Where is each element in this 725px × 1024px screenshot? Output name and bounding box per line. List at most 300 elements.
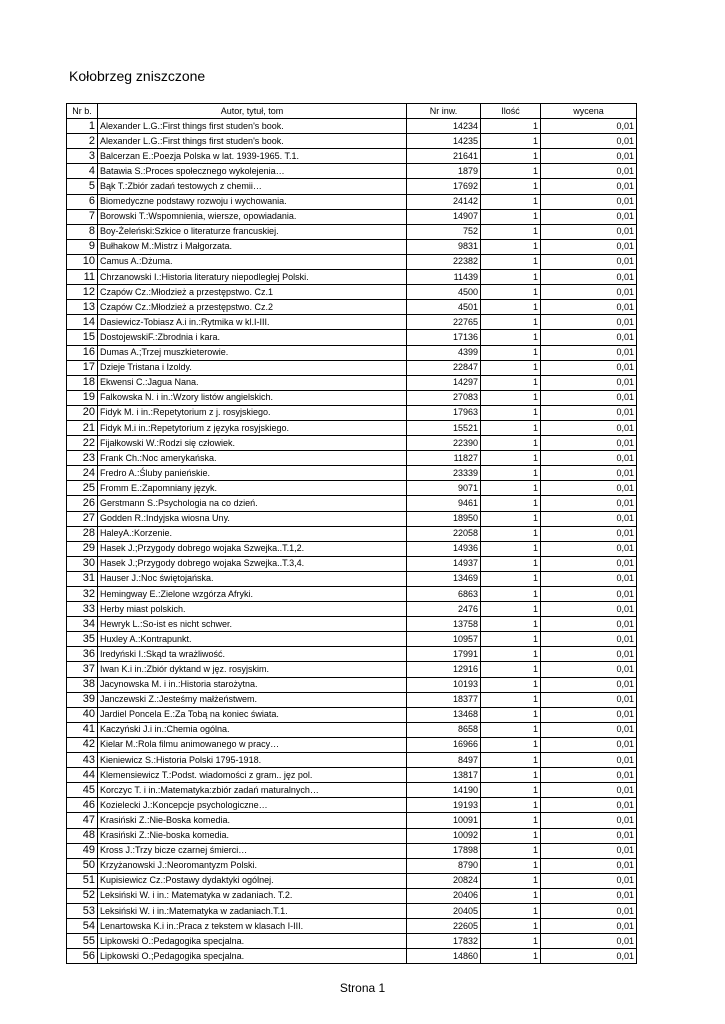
cell-value: 0,01 [541, 300, 637, 315]
cell-title: Janczewski Z.:Jesteśmy małżeństwem. [98, 692, 407, 707]
cell-inventory: 12916 [407, 662, 481, 677]
cell-title: Krzyżanowski J.:Neoromantyzm Polski. [98, 858, 407, 873]
table-row [67, 345, 637, 360]
cell-value: 0,01 [541, 451, 637, 466]
table-row [67, 511, 637, 526]
cell-title: Alexander L.G.:First things first studen's book. [98, 134, 407, 149]
cell-inventory: 4500 [407, 285, 481, 300]
cell-title: Herby miast polskich. [98, 602, 407, 617]
cell-inventory: 23339 [407, 466, 481, 481]
table-row [67, 420, 637, 435]
table-row [67, 481, 637, 496]
table-row [67, 330, 637, 345]
cell-quantity: 1 [481, 466, 541, 481]
cell-value: 0,01 [541, 632, 637, 647]
cell-quantity: 1 [481, 390, 541, 405]
cell-title: Kozielecki J.:Koncepcje psychologiczne… [98, 798, 407, 813]
cell-nr: 32 [67, 587, 98, 602]
table-row [67, 390, 637, 405]
cell-nr: 37 [67, 662, 98, 677]
cell-title: Kupisiewicz Cz.:Postawy dydaktyki ogólnej. [98, 873, 407, 888]
table-row [67, 919, 637, 934]
cell-title: Kieniewicz S.:Historia Polski 1795-1918. [98, 753, 407, 768]
cell-quantity: 1 [481, 119, 541, 134]
cell-title: Kaczyński J.i in.:Chemia ogólna. [98, 722, 407, 737]
cell-nr: 30 [67, 556, 98, 571]
cell-quantity: 1 [481, 254, 541, 269]
cell-title: Klemensiewicz T.:Podst. wiadomości z gram.. jęz pol. [98, 768, 407, 783]
cell-value: 0,01 [541, 571, 637, 586]
cell-value: 0,01 [541, 722, 637, 737]
cell-title: Iwan K.i in.:Zbiór dyktand w jęz. rosyjskim. [98, 662, 407, 677]
cell-nr: 44 [67, 768, 98, 783]
cell-nr: 42 [67, 737, 98, 752]
cell-inventory: 17692 [407, 179, 481, 194]
cell-title: Jacynowska M. i in.:Historia starożytna. [98, 677, 407, 692]
table-row [67, 134, 637, 149]
cell-nr: 5 [67, 179, 98, 194]
cell-quantity: 1 [481, 556, 541, 571]
cell-title: Hauser J.:Noc świętojańska. [98, 571, 407, 586]
page-footer: Strona 1 [339, 981, 386, 995]
cell-value: 0,01 [541, 496, 637, 511]
cell-nr: 50 [67, 858, 98, 873]
cell-nr: 13 [67, 300, 98, 315]
cell-inventory: 14936 [407, 541, 481, 556]
table-header-row [67, 104, 637, 119]
cell-nr: 2 [67, 134, 98, 149]
cell-nr: 48 [67, 828, 98, 843]
cell-quantity: 1 [481, 179, 541, 194]
cell-value: 0,01 [541, 768, 637, 783]
cell-value: 0,01 [541, 179, 637, 194]
table-row [67, 632, 637, 647]
cell-title: Bułhakow M.:Mistrz i Małgorzata. [98, 239, 407, 254]
cell-value: 0,01 [541, 647, 637, 662]
cell-inventory: 22765 [407, 315, 481, 330]
cell-title: Fijałkowski W.:Rodzi się człowiek. [98, 436, 407, 451]
cell-quantity: 1 [481, 330, 541, 345]
cell-nr: 55 [67, 934, 98, 949]
cell-title: Dzieje Tristana i Izoldy. [98, 360, 407, 375]
cell-title: Fidyk M.i in.:Repetytorium z języka rosyjskiego. [98, 420, 407, 435]
cell-inventory: 14235 [407, 134, 481, 149]
cell-inventory: 20406 [407, 888, 481, 903]
cell-inventory: 27083 [407, 390, 481, 405]
cell-quantity: 1 [481, 753, 541, 768]
cell-quantity: 1 [481, 360, 541, 375]
cell-nr: 41 [67, 722, 98, 737]
cell-inventory: 2476 [407, 602, 481, 617]
cell-quantity: 1 [481, 315, 541, 330]
cell-nr: 16 [67, 345, 98, 360]
cell-inventory: 22390 [407, 436, 481, 451]
cell-inventory: 24142 [407, 194, 481, 209]
cell-nr: 46 [67, 798, 98, 813]
cell-value: 0,01 [541, 254, 637, 269]
cell-title: Frank Ch.:Noc amerykańska. [98, 451, 407, 466]
cell-nr: 6 [67, 194, 98, 209]
cell-nr: 3 [67, 149, 98, 164]
cell-quantity: 1 [481, 209, 541, 224]
cell-nr: 20 [67, 405, 98, 420]
cell-quantity: 1 [481, 888, 541, 903]
cell-nr: 39 [67, 692, 98, 707]
cell-inventory: 13817 [407, 768, 481, 783]
header-nr: Nr b. [67, 104, 98, 119]
table-row [67, 375, 637, 390]
table-row [67, 466, 637, 481]
table-row [67, 602, 637, 617]
cell-quantity: 1 [481, 828, 541, 843]
cell-title: Lipkowski O.:Pedagogika specjalna. [98, 934, 407, 949]
table-row [67, 903, 637, 918]
table-row [67, 798, 637, 813]
cell-title: Gerstmann S.:Psychologia na co dzień. [98, 496, 407, 511]
cell-title: Iredyński I.:Skąd ta wrażliwość. [98, 647, 407, 662]
cell-title: Huxley A.:Kontrapunkt. [98, 632, 407, 647]
cell-quantity: 1 [481, 798, 541, 813]
cell-inventory: 22605 [407, 919, 481, 934]
cell-nr: 28 [67, 526, 98, 541]
cell-title: Czapów Cz.:Młodzież a przestępstwo. Cz.2 [98, 300, 407, 315]
cell-quantity: 1 [481, 768, 541, 783]
cell-title: Falkowska N. i in.:Wzory listów angielskich. [98, 390, 407, 405]
cell-nr: 45 [67, 783, 98, 798]
cell-value: 0,01 [541, 481, 637, 496]
cell-quantity: 1 [481, 481, 541, 496]
cell-nr: 26 [67, 496, 98, 511]
table-row [67, 541, 637, 556]
cell-quantity: 1 [481, 451, 541, 466]
table-row [67, 813, 637, 828]
cell-title: Godden R.:Indyjska wiosna Uny. [98, 511, 407, 526]
cell-title: Lipkowski O.;Pedagogika specjalna. [98, 949, 407, 964]
table-row [67, 300, 637, 315]
cell-value: 0,01 [541, 345, 637, 360]
cell-value: 0,01 [541, 466, 637, 481]
cell-nr: 15 [67, 330, 98, 345]
cell-value: 0,01 [541, 270, 637, 285]
cell-quantity: 1 [481, 526, 541, 541]
cell-title: Hemingway E.:Zielone wzgórza Afryki. [98, 587, 407, 602]
cell-title: Biomedyczne podstawy rozwoju i wychowania. [98, 194, 407, 209]
cell-nr: 33 [67, 602, 98, 617]
cell-nr: 43 [67, 753, 98, 768]
table-row [67, 270, 637, 285]
table-row [67, 526, 637, 541]
cell-title: Leksiński W. i in.:Matematyka w zadaniach.T.1. [98, 903, 407, 918]
cell-title: Dasiewicz-Tobiasz A.i in.:Rytmika w kl.I-III. [98, 315, 407, 330]
cell-value: 0,01 [541, 903, 637, 918]
cell-quantity: 1 [481, 858, 541, 873]
cell-quantity: 1 [481, 722, 541, 737]
table-row [67, 451, 637, 466]
cell-inventory: 22058 [407, 526, 481, 541]
cell-value: 0,01 [541, 224, 637, 239]
cell-inventory: 752 [407, 224, 481, 239]
table-row [67, 737, 637, 752]
cell-value: 0,01 [541, 390, 637, 405]
cell-value: 0,01 [541, 737, 637, 752]
table-row [67, 571, 637, 586]
cell-value: 0,01 [541, 602, 637, 617]
header-inventory: Nr inw. [407, 104, 481, 119]
table-row [67, 224, 637, 239]
cell-quantity: 1 [481, 647, 541, 662]
table-row [67, 587, 637, 602]
cell-title: Ekwensi C.:Jagua Nana. [98, 375, 407, 390]
table-row [67, 934, 637, 949]
cell-inventory: 6863 [407, 587, 481, 602]
table-row [67, 617, 637, 632]
cell-nr: 22 [67, 436, 98, 451]
cell-title: HaleyA.:Korzenie. [98, 526, 407, 541]
table-row [67, 119, 637, 134]
cell-nr: 11 [67, 270, 98, 285]
cell-nr: 21 [67, 420, 98, 435]
cell-inventory: 14907 [407, 209, 481, 224]
cell-value: 0,01 [541, 541, 637, 556]
cell-value: 0,01 [541, 209, 637, 224]
cell-value: 0,01 [541, 798, 637, 813]
cell-quantity: 1 [481, 843, 541, 858]
cell-nr: 47 [67, 813, 98, 828]
cell-nr: 53 [67, 903, 98, 918]
cell-value: 0,01 [541, 813, 637, 828]
cell-quantity: 1 [481, 300, 541, 315]
cell-value: 0,01 [541, 843, 637, 858]
cell-value: 0,01 [541, 119, 637, 134]
cell-title: Dumas A.;Trzej muszkieterowie. [98, 345, 407, 360]
cell-quantity: 1 [481, 164, 541, 179]
cell-value: 0,01 [541, 919, 637, 934]
cell-nr: 9 [67, 239, 98, 254]
table-row [67, 828, 637, 843]
cell-title: Alexander L.G.:First things first studen's book. [98, 119, 407, 134]
cell-value: 0,01 [541, 677, 637, 692]
cell-value: 0,01 [541, 873, 637, 888]
cell-value: 0,01 [541, 511, 637, 526]
cell-title: Borowski T.:Wspomnienia, wiersze, opowiadania. [98, 209, 407, 224]
table-row [67, 949, 637, 964]
cell-nr: 34 [67, 617, 98, 632]
cell-inventory: 11827 [407, 451, 481, 466]
cell-value: 0,01 [541, 617, 637, 632]
cell-inventory: 18377 [407, 692, 481, 707]
cell-nr: 7 [67, 209, 98, 224]
cell-inventory: 14297 [407, 375, 481, 390]
cell-value: 0,01 [541, 858, 637, 873]
cell-quantity: 1 [481, 707, 541, 722]
cell-inventory: 14937 [407, 556, 481, 571]
table-row [67, 179, 637, 194]
cell-quantity: 1 [481, 617, 541, 632]
cell-quantity: 1 [481, 692, 541, 707]
cell-inventory: 8658 [407, 722, 481, 737]
cell-inventory: 1879 [407, 164, 481, 179]
cell-quantity: 1 [481, 934, 541, 949]
table-row [67, 888, 637, 903]
cell-value: 0,01 [541, 360, 637, 375]
cell-title: Hewryk L.:So-ist es nicht schwer. [98, 617, 407, 632]
cell-inventory: 17136 [407, 330, 481, 345]
cell-title: Hasek J.;Przygody dobrego wojaka Szwejka..T.3,4. [98, 556, 407, 571]
cell-inventory: 19193 [407, 798, 481, 813]
cell-value: 0,01 [541, 828, 637, 843]
cell-inventory: 21641 [407, 149, 481, 164]
cell-title: Chrzanowski I.:Historia literatury niepodległej Polski. [98, 270, 407, 285]
cell-quantity: 1 [481, 405, 541, 420]
table-row [67, 647, 637, 662]
table-row [67, 722, 637, 737]
cell-nr: 4 [67, 164, 98, 179]
table-row [67, 239, 637, 254]
cell-value: 0,01 [541, 285, 637, 300]
cell-nr: 29 [67, 541, 98, 556]
cell-value: 0,01 [541, 134, 637, 149]
cell-inventory: 22382 [407, 254, 481, 269]
cell-quantity: 1 [481, 783, 541, 798]
cell-inventory: 11439 [407, 270, 481, 285]
cell-value: 0,01 [541, 526, 637, 541]
cell-quantity: 1 [481, 919, 541, 934]
cell-nr: 17 [67, 360, 98, 375]
cell-value: 0,01 [541, 436, 637, 451]
cell-nr: 24 [67, 466, 98, 481]
cell-inventory: 9071 [407, 481, 481, 496]
table-row [67, 707, 637, 722]
cell-title: Kross J.:Trzy bicze czarnej śmierci… [98, 843, 407, 858]
cell-title: Boy-Żeleński:Szkice o literaturze francuskiej. [98, 224, 407, 239]
cell-value: 0,01 [541, 662, 637, 677]
cell-quantity: 1 [481, 375, 541, 390]
table-row [67, 858, 637, 873]
cell-value: 0,01 [541, 556, 637, 571]
cell-quantity: 1 [481, 602, 541, 617]
cell-title: Krasiński Z.:Nie-boska komedia. [98, 828, 407, 843]
cell-nr: 56 [67, 949, 98, 964]
cell-value: 0,01 [541, 315, 637, 330]
cell-value: 0,01 [541, 753, 637, 768]
cell-inventory: 13468 [407, 707, 481, 722]
cell-quantity: 1 [481, 420, 541, 435]
cell-inventory: 14190 [407, 783, 481, 798]
cell-quantity: 1 [481, 194, 541, 209]
table-row [67, 285, 637, 300]
cell-quantity: 1 [481, 149, 541, 164]
cell-nr: 12 [67, 285, 98, 300]
cell-quantity: 1 [481, 436, 541, 451]
cell-inventory: 17898 [407, 843, 481, 858]
table-row [67, 662, 637, 677]
cell-nr: 31 [67, 571, 98, 586]
cell-inventory: 15521 [407, 420, 481, 435]
cell-value: 0,01 [541, 692, 637, 707]
cell-quantity: 1 [481, 632, 541, 647]
cell-inventory: 14860 [407, 949, 481, 964]
cell-quantity: 1 [481, 903, 541, 918]
cell-title: Lenartowska K.i in.:Praca z tekstem w klasach I-III. [98, 919, 407, 934]
cell-value: 0,01 [541, 420, 637, 435]
cell-title: DostojewskiF.:Zbrodnia i kara. [98, 330, 407, 345]
cell-nr: 1 [67, 119, 98, 134]
cell-title: Fromm E.:Zapomniany język. [98, 481, 407, 496]
cell-inventory: 13758 [407, 617, 481, 632]
cell-quantity: 1 [481, 270, 541, 285]
cell-quantity: 1 [481, 345, 541, 360]
cell-inventory: 4399 [407, 345, 481, 360]
cell-title: Leksiński W. i in.: Matematyka w zadaniach. T.2. [98, 888, 407, 903]
cell-nr: 49 [67, 843, 98, 858]
cell-nr: 36 [67, 647, 98, 662]
cell-value: 0,01 [541, 783, 637, 798]
cell-value: 0,01 [541, 949, 637, 964]
cell-title: Fredro A.:Śluby panieńskie. [98, 466, 407, 481]
cell-nr: 35 [67, 632, 98, 647]
cell-nr: 51 [67, 873, 98, 888]
cell-quantity: 1 [481, 224, 541, 239]
table-row [67, 783, 637, 798]
cell-nr: 23 [67, 451, 98, 466]
cell-quantity: 1 [481, 873, 541, 888]
cell-value: 0,01 [541, 330, 637, 345]
cell-title: Batawia S.:Proces społecznego wykolejenia… [98, 164, 407, 179]
cell-inventory: 10092 [407, 828, 481, 843]
table-row [67, 873, 637, 888]
header-value: wycena [541, 104, 637, 119]
cell-quantity: 1 [481, 949, 541, 964]
cell-inventory: 10193 [407, 677, 481, 692]
cell-title: Hasek J.;Przygody dobrego wojaka Szwejka..T.1,2. [98, 541, 407, 556]
cell-title: Fidyk M. i in.:Repetytorium z j. rosyjskiego. [98, 405, 407, 420]
cell-title: Jardiel Poncela E.:Za Tobą na koniec świata. [98, 707, 407, 722]
cell-nr: 8 [67, 224, 98, 239]
cell-value: 0,01 [541, 375, 637, 390]
table-row [67, 149, 637, 164]
table-row [67, 405, 637, 420]
table-row [67, 360, 637, 375]
cell-nr: 38 [67, 677, 98, 692]
table-row [67, 843, 637, 858]
cell-quantity: 1 [481, 813, 541, 828]
cell-inventory: 9831 [407, 239, 481, 254]
cell-inventory: 14234 [407, 119, 481, 134]
cell-quantity: 1 [481, 662, 541, 677]
cell-value: 0,01 [541, 164, 637, 179]
cell-quantity: 1 [481, 571, 541, 586]
cell-value: 0,01 [541, 587, 637, 602]
table-row [67, 677, 637, 692]
cell-value: 0,01 [541, 934, 637, 949]
cell-value: 0,01 [541, 707, 637, 722]
cell-title: Kielar M.:Rola filmu animowanego w pracy… [98, 737, 407, 752]
cell-title: Camus A.:Dżuma. [98, 254, 407, 269]
table-row [67, 436, 637, 451]
cell-title: Czapów Cz.:Młodzież a przestępstwo. Cz.1 [98, 285, 407, 300]
cell-inventory: 4501 [407, 300, 481, 315]
cell-inventory: 13469 [407, 571, 481, 586]
table-row [67, 692, 637, 707]
cell-title: Balcerzan E.:Poezja Polska w lat. 1939-1965. T.1. [98, 149, 407, 164]
cell-inventory: 20405 [407, 903, 481, 918]
cell-quantity: 1 [481, 541, 541, 556]
cell-quantity: 1 [481, 285, 541, 300]
table-row [67, 254, 637, 269]
header-quantity: Ilość [481, 104, 541, 119]
cell-title: Krasiński Z.:Nie-Boska komedia. [98, 813, 407, 828]
cell-title: Korczyc T. i in.:Matematyka:zbiór zadań maturalnych… [98, 783, 407, 798]
